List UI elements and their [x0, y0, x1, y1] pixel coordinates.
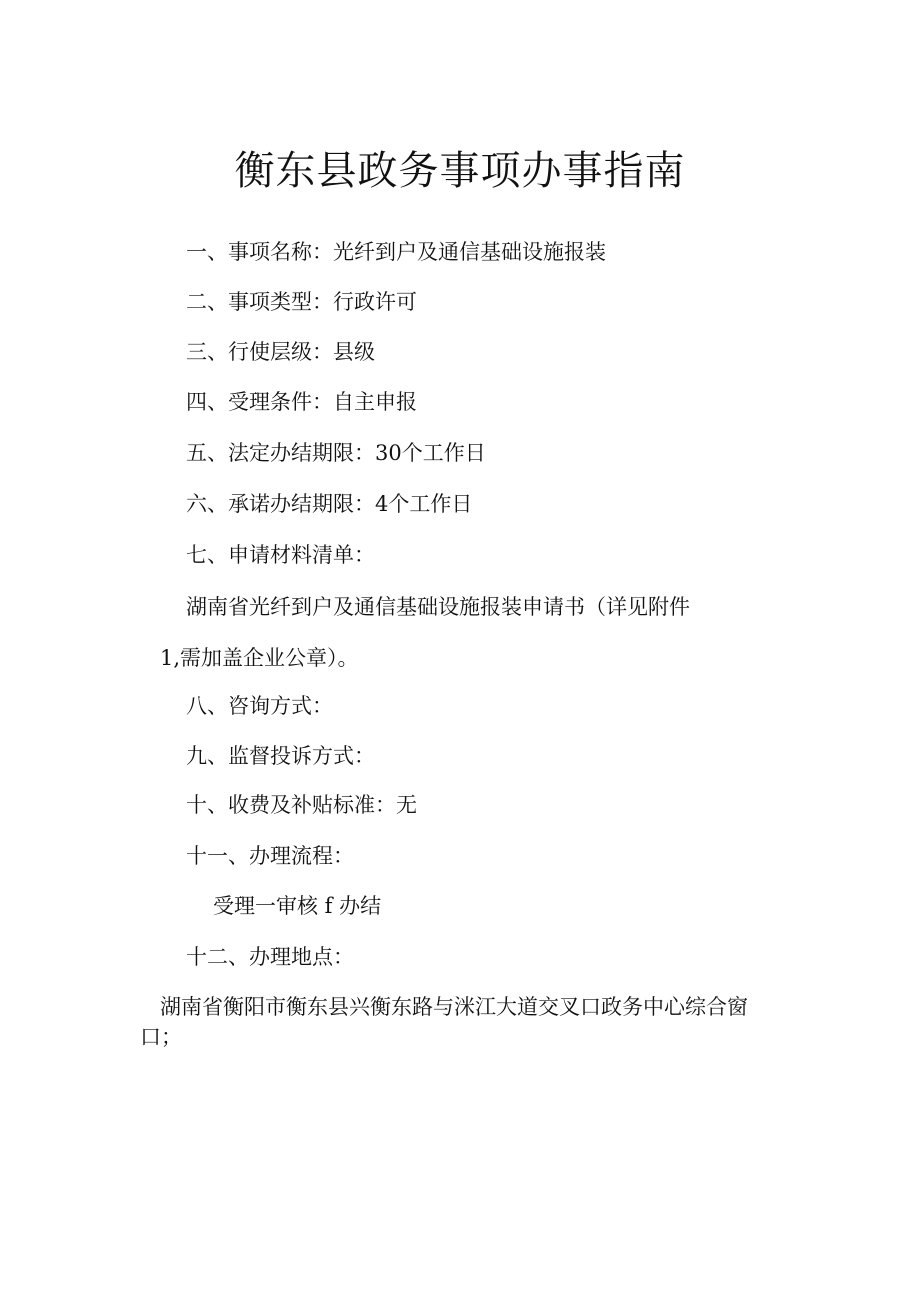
location-text-line-1: 湖南省衡阳市衡东县兴衡东路与洣江大道交叉口政务中心综合窗 — [160, 995, 748, 1019]
item-process: 十一、办理流程： — [186, 844, 354, 868]
item-location: 十二、办理地点： — [186, 945, 354, 969]
materials-text-line-2: 1,需加盖企业公章）。 — [160, 646, 359, 670]
item-exercise-level: 三、行使层级：县级 — [186, 340, 375, 364]
item-consultation: 八、咨询方式： — [186, 694, 333, 718]
item-matter-name: 一、事项名称：光纤到户及通信基础设施报装 — [186, 240, 606, 264]
location-text-line-2: 口； — [140, 1025, 182, 1049]
item-fees: 十、收费及补贴标准：无 — [186, 793, 417, 817]
item-complaint: 九、监督投诉方式： — [186, 744, 375, 768]
item-materials-list: 七、申请材料清单： — [186, 543, 375, 567]
item-matter-type: 二、事项类型：行政许可 — [186, 290, 417, 314]
process-steps: 受理一审核 f 办结 — [213, 894, 382, 918]
item-acceptance-conditions: 四、受理条件：自主申报 — [186, 390, 417, 414]
document-title: 衡东县政务事项办事指南 — [234, 148, 686, 194]
item-legal-time-limit: 五、法定办结期限：30个工作日 — [186, 441, 486, 465]
item-promised-time-limit: 六、承诺办结期限：4个工作日 — [186, 492, 473, 516]
materials-text-line-1: 湖南省光纤到户及通信基础设施报装申请书（详见附件 — [186, 595, 690, 619]
